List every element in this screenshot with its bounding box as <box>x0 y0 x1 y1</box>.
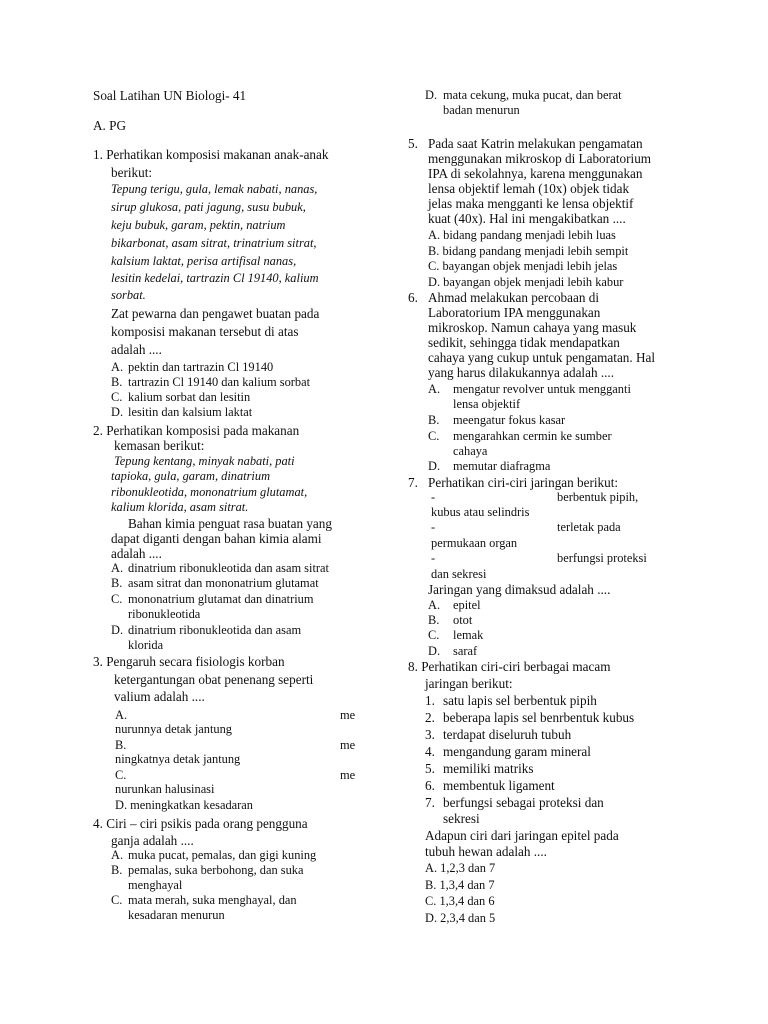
q3-option-b: ningkatnya detak jantung <box>115 752 241 766</box>
q6-option-a-continued: lensa objektif <box>453 397 521 411</box>
q5-option-b: B. bidang pandang menjadi lebih sempit <box>428 244 629 258</box>
question-2-line-2: kemasan berikut: <box>114 438 205 453</box>
q1-option-d: lesitin dan kalsium laktat <box>128 405 253 419</box>
question-5-line: Pada saat Katrin melakukan pengamatan <box>428 136 643 151</box>
q6-option-c-key: C. <box>428 429 440 443</box>
q6-option-a-key: A. <box>428 382 441 396</box>
q1-composition-line: kalsium laktat, perisa artifisal nanas, <box>111 254 297 268</box>
q4-option-b-continued: menghayal <box>128 878 183 892</box>
q2-option-b: asam sitrat dan mononatrium glutamat <box>128 576 319 590</box>
q2-composition-line: Tepung kentang, minyak nabati, pati <box>114 454 295 468</box>
q2-stem-line: adalah .... <box>111 546 162 561</box>
q7-option-d: saraf <box>453 644 478 658</box>
section-label: A. PG <box>93 118 126 133</box>
q1-composition-line: sirup glukosa, pati jagung, susu bubuk, <box>111 200 306 214</box>
q6-option-a: mengatur revolver untuk mengganti <box>453 382 631 396</box>
q6-option-b-key: B. <box>428 413 440 427</box>
q3-option-c-tail: me <box>340 768 356 782</box>
q7-option-c: lemak <box>453 628 484 642</box>
q2-option-a: dinatrium ribonukleotida dan asam sitrat <box>128 561 329 575</box>
q2-option-d-key: D. <box>111 623 124 637</box>
q3-option-a-tail: me <box>340 708 356 722</box>
q1-composition-line: sorbat. <box>111 288 146 302</box>
q1-option-c: kalium sorbat dan lesitin <box>128 390 251 404</box>
q7-option-a: epitel <box>453 598 481 612</box>
q8-option-a: A. 1,2,3 dan 7 <box>425 861 496 875</box>
q6-option-b: meengatur fokus kasar <box>453 413 566 427</box>
q8-stem-line-2: tubuh hewan adalah .... <box>425 844 547 859</box>
q8-stem-line-1: Adapun ciri dari jaringan epitel pada <box>425 828 619 843</box>
q7-item-1-continued: kubus atau selindris <box>431 505 530 519</box>
q1-composition-line: Tepung terigu, gula, lemak nabati, nanas, <box>111 182 318 196</box>
question-4-line-1: 4. Ciri – ciri psikis pada orang pengguna <box>93 816 308 831</box>
q7-option-b-key: B. <box>428 613 440 627</box>
question-6-number: 6. <box>408 290 418 305</box>
q5-option-c: C. bayangan objek menjadi lebih jelas <box>428 259 618 273</box>
question-5-number: 5. <box>408 136 418 151</box>
q4-option-d-key: D. <box>425 88 438 102</box>
q2-option-c: mononatrium glutamat dan dinatrium <box>128 592 314 606</box>
q8-item-number: 3. <box>425 727 435 742</box>
question-7-line-1: Perhatikan ciri-ciri jaringan berikut: <box>428 475 619 490</box>
q8-item-number: 6. <box>425 778 435 793</box>
q2-stem-line: Bahan kimia penguat rasa buatan yang <box>128 516 332 531</box>
q1-option-c-key: C. <box>111 390 123 404</box>
q7-item-2: terletak pada <box>557 520 621 534</box>
q8-item-number: 4. <box>425 744 435 759</box>
q8-item: mengandung garam mineral <box>443 744 591 759</box>
q8-item-number: 2. <box>425 710 435 725</box>
q4-option-d: mata cekung, muka pucat, dan berat <box>443 88 622 102</box>
q7-item-dash: - <box>431 520 436 534</box>
question-6-line: yang harus dilakukannya adalah .... <box>428 365 615 380</box>
q8-item: terdapat diseluruh tubuh <box>443 727 572 742</box>
q4-option-c-continued: kesadaran menurun <box>128 908 225 922</box>
q2-option-b-key: B. <box>111 576 123 590</box>
q4-option-b: pemalas, suka berbohong, dan suka <box>128 863 304 877</box>
q1-option-b-key: B. <box>111 375 123 389</box>
q2-composition-line: tapioka, gula, garam, dinatrium <box>111 469 271 483</box>
q3-option-b-key: B. <box>115 738 127 752</box>
question-6-line: Laboratorium IPA menggunakan <box>428 305 601 320</box>
question-1-line-1: 1. Perhatikan komposisi makanan anak-anak <box>93 147 329 162</box>
q1-option-b: tartrazin Cl 19140 dan kalium sorbat <box>128 375 311 389</box>
q6-option-d: memutar diafragma <box>453 459 551 473</box>
question-5-line: jelas maka mengganti ke lensa objektif <box>428 196 634 211</box>
q2-option-d-continued: klorida <box>128 638 164 652</box>
q8-option-d: D. 2,3,4 dan 5 <box>425 911 496 925</box>
question-6-line: cahaya yang cukup untuk pengamatan. Hal <box>428 350 656 365</box>
q1-stem-line: adalah .... <box>111 342 162 357</box>
q3-option-d: D. meningkatkan kesadaran <box>115 798 253 812</box>
q6-option-c: mengarahkan cermin ke sumber <box>453 429 612 443</box>
q3-option-c: nurunkan halusinasi <box>115 782 215 796</box>
question-5-line: kuat (40x). Hal ini mengakibatkan .... <box>428 211 626 226</box>
question-5-line: lensa objektif lemah (10x) objek tidak <box>428 181 630 196</box>
question-6-line: Ahmad melakukan percobaan di <box>428 290 600 305</box>
q8-item: satu lapis sel berbentuk pipih <box>443 693 597 708</box>
question-8-line-1: 8. Perhatikan ciri-ciri berbagai macam <box>408 659 611 674</box>
q7-option-c-key: C. <box>428 628 440 642</box>
q5-option-d: D. bayangan objek menjadi lebih kabur <box>428 275 624 289</box>
q1-composition-line: lesitin kedelai, tartrazin Cl 19140, kalium <box>111 271 319 285</box>
question-7-number: 7. <box>408 475 418 490</box>
q2-option-d: dinatrium ribonukleotida dan asam <box>128 623 302 637</box>
q1-option-d-key: D. <box>111 405 124 419</box>
q8-item-number: 5. <box>425 761 435 776</box>
question-3-line-3: valium adalah .... <box>114 689 205 704</box>
q1-option-a: pektin dan tartrazin Cl 19140 <box>128 360 274 374</box>
q3-option-c-key: C. <box>115 768 127 782</box>
q7-item-dash: - <box>431 551 436 565</box>
q7-option-b: otot <box>453 613 473 627</box>
q7-item-3-continued: dan sekresi <box>431 567 487 581</box>
q7-option-a-key: A. <box>428 598 441 612</box>
q4-option-a-key: A. <box>111 848 124 862</box>
q8-item: membentuk ligament <box>443 778 555 793</box>
q8-option-c: C. 1,3,4 dan 6 <box>425 894 495 908</box>
q2-composition-line: kalium klorida, asam sitrat. <box>111 500 249 514</box>
q3-option-a-key: A. <box>115 708 128 722</box>
q4-option-b-key: B. <box>111 863 123 877</box>
question-3-line-1: 3. Pengaruh secara fisiologis korban <box>93 654 285 669</box>
question-2-line-1: 2. Perhatikan komposisi pada makanan <box>93 423 300 438</box>
q8-option-b: B. 1,3,4 dan 7 <box>425 878 495 892</box>
q1-composition-line: keju bubuk, garam, pektin, natrium <box>111 218 286 232</box>
q8-item: beberapa lapis sel benrbentuk kubus <box>443 710 635 725</box>
q7-option-d-key: D. <box>428 644 441 658</box>
q4-option-c-key: C. <box>111 893 123 907</box>
q2-option-c-continued: ribonukleotida <box>128 607 201 621</box>
q1-stem-line: komposisi makanan tersebut di atas <box>111 324 299 339</box>
q3-option-a: nurunnya detak jantung <box>115 722 232 736</box>
q4-option-a: muka pucat, pemalas, dan gigi kuning <box>128 848 317 862</box>
q1-composition-line: bikarbonat, asam sitrat, trinatrium sitrat, <box>111 236 317 250</box>
question-6-line: sedikit, sehingga tidak mendapatkan <box>428 335 620 350</box>
document-title: Soal Latihan UN Biologi- 41 <box>93 88 247 103</box>
q4-option-c: mata merah, suka menghayal, dan <box>128 893 297 907</box>
q6-option-d-key: D. <box>428 459 441 473</box>
question-6-line: mikroskop. Namun cahaya yang masuk <box>428 320 637 335</box>
question-5-line: menggunakan mikroskop di Laboratorium <box>428 151 652 166</box>
q7-item-2-continued: permukaan organ <box>431 536 518 550</box>
q8-item-number: 1. <box>425 693 435 708</box>
q7-stem: Jaringan yang dimaksud adalah .... <box>428 582 611 597</box>
question-4-line-2: ganja adalah .... <box>111 833 194 848</box>
q2-stem-line: dapat diganti dengan bahan kimia alami <box>111 531 322 546</box>
q2-option-c-key: C. <box>111 592 123 606</box>
q6-option-c-continued: cahaya <box>453 444 488 458</box>
q7-item-3: berfungsi proteksi <box>557 551 647 565</box>
q5-option-a: A. bidang pandang menjadi lebih luas <box>428 228 616 242</box>
q7-item-1: berbentuk pipih, <box>557 490 639 504</box>
question-3-line-2: ketergantungan obat penenang seperti <box>114 672 314 687</box>
q8-item: berfungsi sebagai proteksi dan <box>443 795 604 810</box>
q4-option-d-continued: badan menurun <box>443 103 520 117</box>
question-8-line-2: jaringan berikut: <box>425 676 513 691</box>
q7-item-dash: - <box>431 490 436 504</box>
q3-option-b-tail: me <box>340 738 356 752</box>
q8-item: memiliki matriks <box>443 761 534 776</box>
q1-option-a-key: A. <box>111 360 124 374</box>
q8-item-continued: sekresi <box>443 811 480 826</box>
question-1-line-2: berikut: <box>111 165 153 180</box>
q2-option-a-key: A. <box>111 561 124 575</box>
q8-item-number: 7. <box>425 795 435 810</box>
q2-composition-line: ribonukleotida, mononatrium glutamat, <box>111 485 308 499</box>
q1-stem-line: Zat pewarna dan pengawet buatan pada <box>111 306 320 321</box>
question-5-line: IPA di sekolahnya, karena menggunakan <box>428 166 643 181</box>
